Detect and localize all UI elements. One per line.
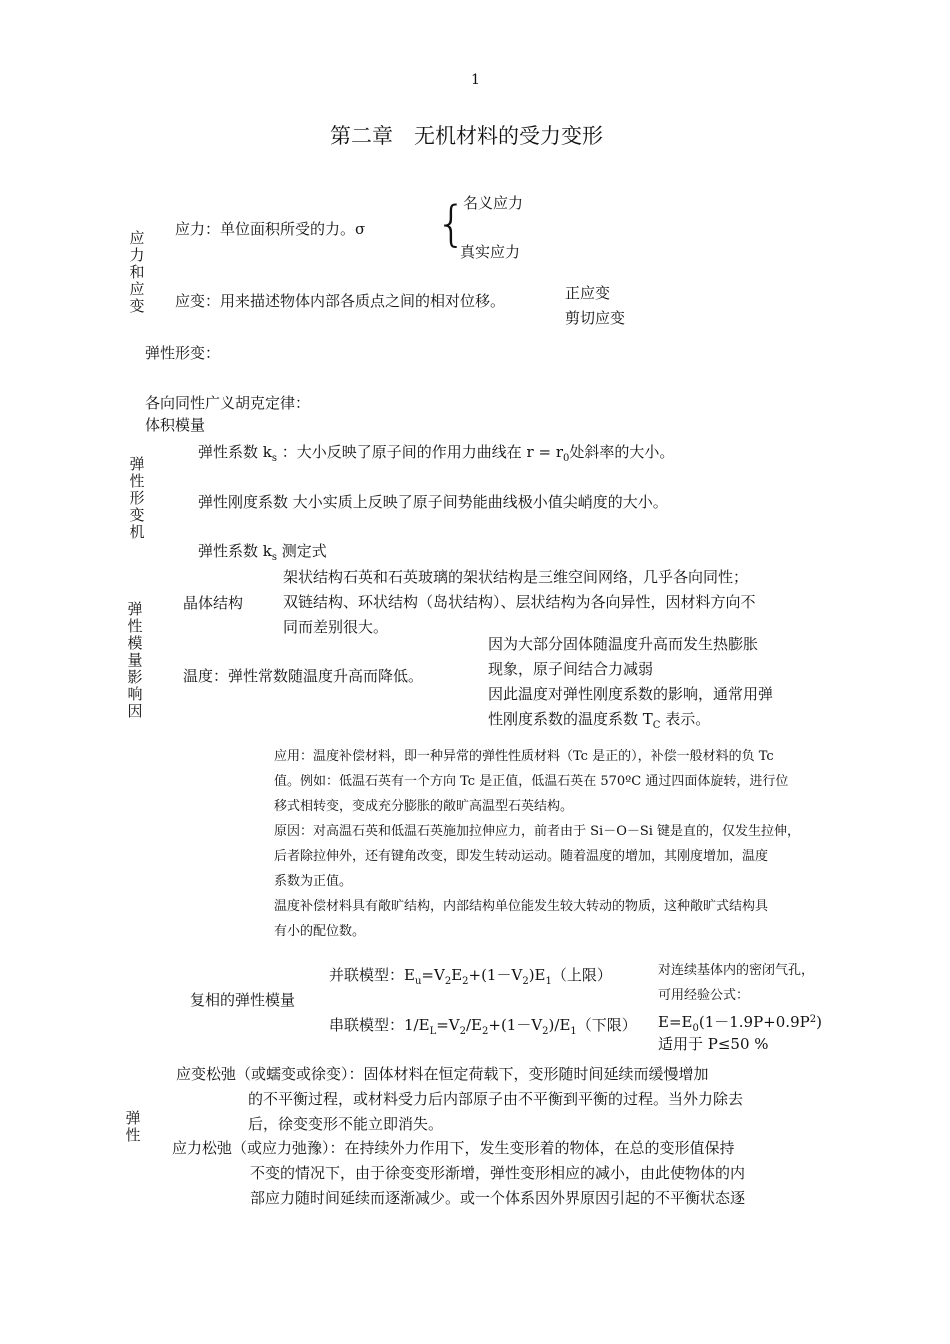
ks-formula-label: 弹性系数 k bbox=[198, 542, 272, 560]
series-sub-2: 2 bbox=[459, 1026, 466, 1037]
elastic-deformation-heading: 弹性形变： bbox=[145, 344, 221, 362]
ks-formula-subscript: s bbox=[271, 552, 277, 563]
nominal-stress: 名义应力 bbox=[463, 194, 524, 212]
parallel-text-1: 并联模型：E bbox=[329, 966, 415, 984]
side-label-modulus-factors: 弹性模量影响因 bbox=[127, 600, 143, 720]
temperature-line-3: 因此温度对弹性刚度系数的影响，通常用弹 bbox=[488, 685, 774, 703]
porosity-note-1: 对连续基体内的密闭气孔， bbox=[658, 963, 815, 978]
series-text-6: （下限） bbox=[576, 1016, 637, 1034]
ks-subscript: s bbox=[271, 453, 277, 464]
ks-formula-text: 测定式 bbox=[281, 542, 327, 560]
temperature-coefficient-end: 表示。 bbox=[665, 710, 711, 728]
application-line-2: 值。例如：低温石英有一个方向 Tc 是正值，低温石英在 570ºC 通过四面体旋转，进行位 bbox=[274, 774, 789, 789]
formula-text-3: ) bbox=[816, 1013, 822, 1031]
series-sub-3: 2 bbox=[482, 1026, 489, 1037]
stress-brace: { bbox=[436, 196, 467, 252]
parallel-text-2: =V bbox=[421, 966, 445, 984]
relaxation-line-3: 部应力随时间延续而逐渐减少。或一个体系因外界原因引起的不平衡状态逐 bbox=[250, 1189, 746, 1207]
bulk-modulus-heading: 体积模量 bbox=[145, 416, 206, 434]
ks-text-end: 处斜率的大小。 bbox=[569, 443, 675, 461]
formula-text-2: (1－1.9P+0.9P bbox=[698, 1013, 810, 1031]
chapter-title: 第二章 无机材料的受力变形 bbox=[330, 124, 603, 148]
parallel-sub-1: u bbox=[414, 976, 422, 987]
application-line-6: 系数为正值。 bbox=[274, 874, 353, 889]
porosity-note-2: 可用经验公式： bbox=[658, 988, 750, 1003]
temperature-coefficient-text: 性刚度系数的温度系数 T bbox=[488, 710, 653, 728]
parallel-sub-4: 2 bbox=[522, 976, 529, 987]
formula-text-1: E=E bbox=[658, 1013, 693, 1031]
series-text-4: +(1－V bbox=[488, 1016, 543, 1034]
series-text-5: )/E bbox=[548, 1016, 571, 1034]
application-line-8: 有小的配位数。 bbox=[274, 924, 366, 939]
parallel-text-4: +(1－V bbox=[468, 966, 523, 984]
stress-definition: 应力：单位面积所受的力。σ bbox=[175, 220, 366, 238]
series-sub-1: L bbox=[429, 1026, 437, 1037]
crystal-structure-label: 晶体结构 bbox=[183, 594, 244, 612]
parallel-sub-5: 1 bbox=[545, 976, 552, 987]
series-text-1: 串联模型：1/E bbox=[329, 1016, 430, 1034]
parallel-text-6: （上限） bbox=[551, 966, 612, 984]
series-text-3: /E bbox=[465, 1016, 482, 1034]
parallel-text-3: E bbox=[451, 966, 463, 984]
r0-subscript: 0 bbox=[563, 453, 570, 464]
parallel-sub-3: 2 bbox=[462, 976, 469, 987]
side-label-stress-strain: 应力和应变 bbox=[129, 229, 145, 315]
composite-modulus-label: 复相的弹性模量 bbox=[190, 991, 296, 1009]
series-model bbox=[329, 1015, 637, 1042]
ks-formula-heading bbox=[198, 541, 327, 568]
relaxation-line-1: 应力松弛（或应力弛豫）：在持续外力作用下，发生变形着的物体，在总的变形值保持 bbox=[172, 1139, 735, 1157]
tc-subscript: C bbox=[652, 720, 661, 731]
true-stress: 真实应力 bbox=[460, 243, 521, 261]
application-line-5: 后者除拉伸外，还有键角改变，即发生转动运动。随着温度的增加，其刚度增加，温度 bbox=[274, 849, 769, 864]
crystal-line-2: 双链结构、环状结构（岛状结构）、层状结构为各向异性，因材料方向不 bbox=[283, 593, 756, 611]
creep-line-1: 应变松弛（或蠕变或徐变）：固体材料在恒定荷载下，变形随时间延续而缓慢增加 bbox=[176, 1065, 709, 1083]
page-number: 1 bbox=[471, 72, 480, 88]
ks-text: ：大小反映了原子间的作用力曲线在 r = r bbox=[281, 443, 563, 461]
strain-definition: 应变：用来描述物体内部各质点之间的相对位移。 bbox=[175, 292, 506, 310]
series-text-2: =V bbox=[436, 1016, 460, 1034]
parallel-model bbox=[329, 965, 612, 992]
series-sub-5: 1 bbox=[570, 1026, 577, 1037]
shear-strain: 剪切应变 bbox=[565, 309, 626, 327]
series-sub-4: 2 bbox=[542, 1026, 549, 1037]
application-line-7: 温度补偿材料具有敞旷结构，内部结构单位能发生较大转动的物质，这种敞旷式结构具 bbox=[274, 899, 769, 914]
parallel-sub-2: 2 bbox=[444, 976, 452, 987]
parallel-text-5: )E bbox=[528, 966, 546, 984]
elastic-coefficient-definition bbox=[198, 442, 674, 469]
crystal-line-1: 架状结构石英和石英玻璃的架状结构是三维空间网络，几乎各向同性； bbox=[283, 568, 749, 586]
ks-label: 弹性系数 k bbox=[198, 443, 272, 461]
temperature-line-2: 现象，原子间结合力减弱 bbox=[488, 660, 654, 678]
creep-line-2: 的不平衡过程，或材料受力后内部原子由不平衡到平衡的过程。当外力除去 bbox=[248, 1090, 744, 1108]
temperature-line-1: 因为大部分固体随温度升高而发生热膨胀 bbox=[488, 635, 759, 653]
relaxation-line-2: 不变的情况下，由于徐变变形渐增，弹性变形相应的减小，由此使物体的内 bbox=[250, 1164, 746, 1182]
side-label-elasticity: 弹性 bbox=[125, 1109, 141, 1144]
formula-applicability: 适用于 P≤50 % bbox=[658, 1035, 769, 1053]
hooke-law-heading: 各向同性广义胡克定律： bbox=[145, 394, 311, 412]
temperature-label: 温度：弹性常数随温度升高而降低。 bbox=[183, 667, 424, 685]
normal-strain: 正应变 bbox=[565, 284, 611, 302]
formula-sup: 2 bbox=[809, 1014, 817, 1025]
application-line-4: 原因：对高温石英和低温石英施加拉伸应力，前者由于 Si－O－Si 键是直的，仅发生拉伸， bbox=[274, 824, 801, 839]
crystal-line-3: 同而差别很大。 bbox=[283, 618, 389, 636]
creep-line-3: 后，徐变变形不能立即消失。 bbox=[248, 1115, 444, 1133]
formula-sub-1: 0 bbox=[692, 1023, 699, 1034]
application-line-1: 应用：温度补偿材料，即一种异常的弹性性质材料（Tc 是正的），补偿一般材料的负 Tc bbox=[274, 749, 774, 764]
application-line-3: 移式相转变，变成充分膨胀的敞旷高温型石英结构。 bbox=[274, 799, 574, 814]
stiffness-coefficient-definition: 弹性刚度系数 大小实质上反映了原子间势能曲线极小值尖峭度的大小。 bbox=[198, 493, 668, 511]
temperature-line-4 bbox=[488, 709, 710, 736]
side-label-elastic-mechanism: 弹性形变机 bbox=[129, 455, 145, 541]
